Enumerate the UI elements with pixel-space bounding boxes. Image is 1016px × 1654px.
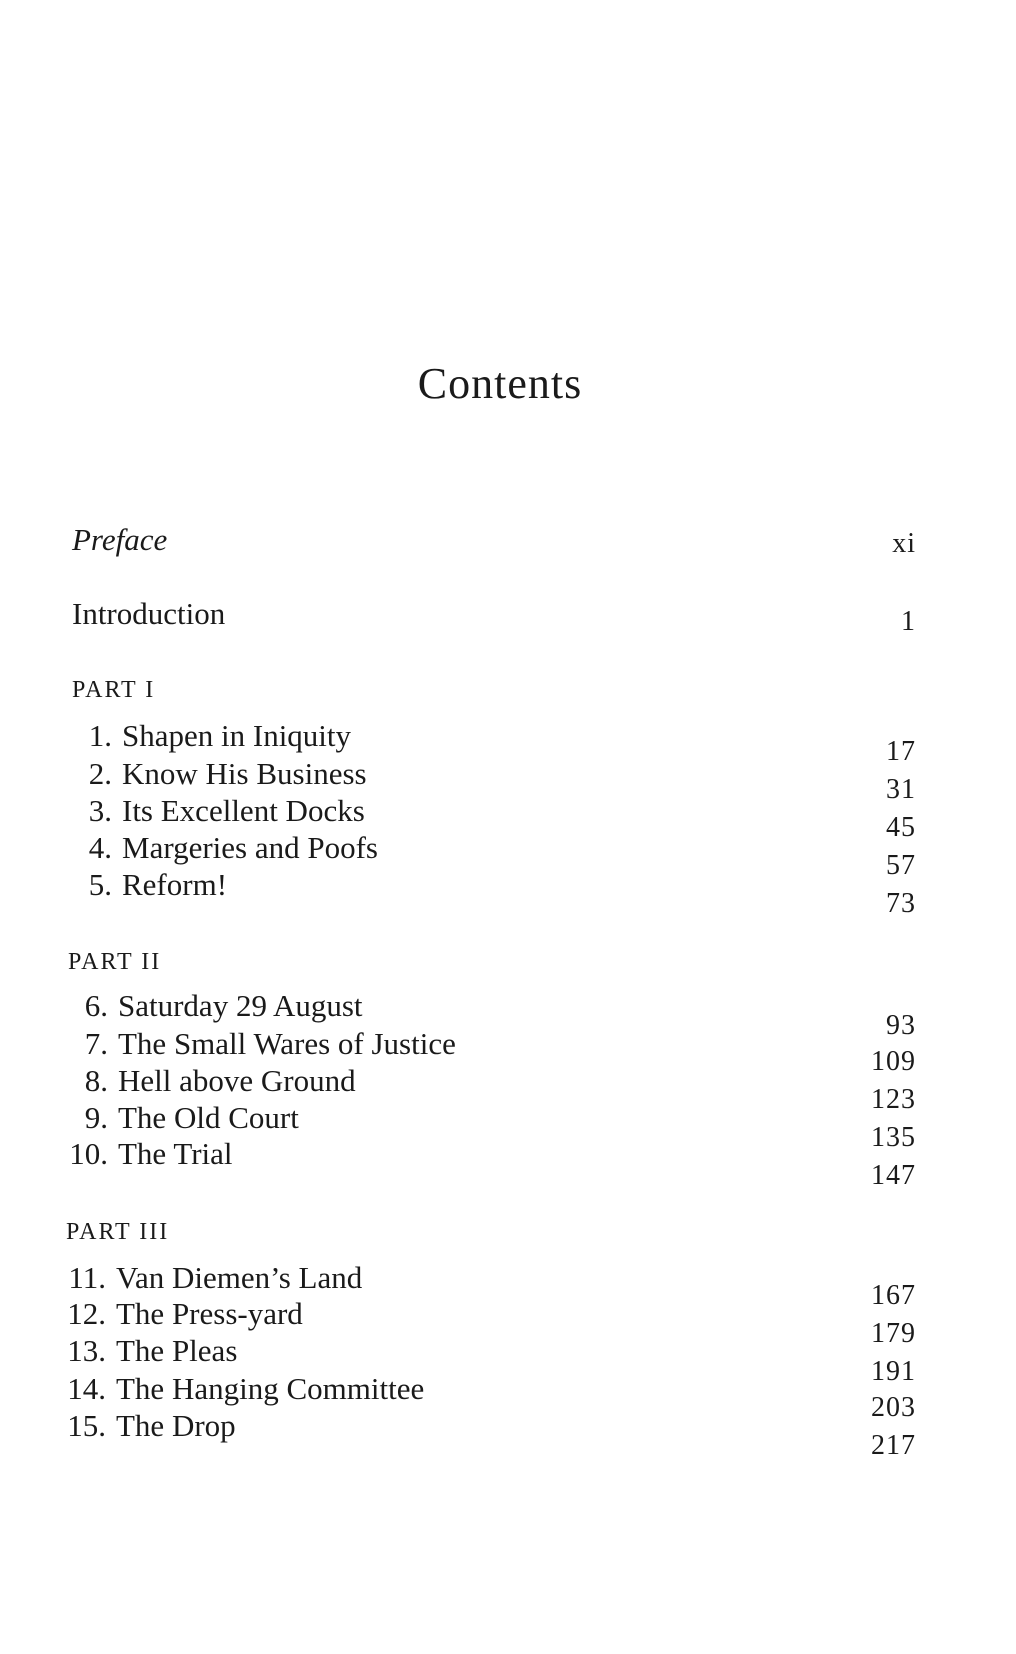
chapter-number: 3. xyxy=(88,793,112,828)
introduction-page: 1 xyxy=(901,606,916,637)
chapter-page: 167 xyxy=(871,1280,916,1311)
introduction-label: Introduction xyxy=(72,596,226,631)
chapter-page: 203 xyxy=(871,1392,916,1423)
chapter-number: 13. xyxy=(67,1333,106,1368)
chapter-row xyxy=(72,758,367,789)
chapter-title: Hell above Ground xyxy=(118,1063,356,1098)
chapter-row xyxy=(66,1298,303,1329)
chapter-row xyxy=(72,795,365,826)
chapter-row xyxy=(72,869,227,900)
chapter-row xyxy=(66,1262,362,1293)
chapter-title: The Pleas xyxy=(116,1333,238,1368)
chapter-number: 12. xyxy=(67,1296,106,1331)
chapter-row xyxy=(68,1138,233,1169)
chapter-number: 1. xyxy=(88,718,112,753)
chapter-page: 179 xyxy=(871,1318,916,1349)
chapter-page: 45 xyxy=(886,812,916,843)
chapter-title: The Hanging Committee xyxy=(116,1371,425,1406)
chapter-page: 123 xyxy=(871,1084,916,1115)
chapter-row xyxy=(66,1335,237,1366)
chapter-number: 10. xyxy=(69,1136,108,1171)
chapter-page: 135 xyxy=(871,1122,916,1153)
chapter-number: 15. xyxy=(67,1408,106,1443)
chapter-page: 57 xyxy=(886,850,916,881)
part-heading: PART III xyxy=(66,1219,170,1245)
chapter-number: 4. xyxy=(88,830,112,865)
chapter-page: 93 xyxy=(886,1010,916,1041)
preface-page: xi xyxy=(892,528,916,559)
chapter-row xyxy=(66,1410,236,1441)
chapter-title: Reform! xyxy=(122,867,228,902)
chapter-row xyxy=(66,1373,424,1404)
chapter-page: 191 xyxy=(871,1356,916,1387)
chapter-row xyxy=(72,832,378,863)
chapter-title: Van Diemen’s Land xyxy=(116,1260,363,1295)
chapter-page: 31 xyxy=(886,774,916,805)
chapter-page: 217 xyxy=(871,1430,916,1461)
chapter-title: The Small Wares of Justice xyxy=(118,1026,456,1061)
chapter-number: 11. xyxy=(68,1260,106,1295)
chapter-row xyxy=(68,1065,356,1096)
chapter-title: Know His Business xyxy=(122,756,367,791)
page-title: Contents xyxy=(417,359,583,408)
chapter-title: The Press-yard xyxy=(116,1296,303,1331)
chapter-number: 8. xyxy=(84,1063,108,1098)
chapter-title: Saturday 29 August xyxy=(118,988,363,1023)
part-heading: PART I xyxy=(72,677,156,703)
chapter-number: 5. xyxy=(88,867,112,902)
chapter-row xyxy=(68,1102,299,1133)
chapter-row xyxy=(68,1028,456,1059)
chapter-title: The Drop xyxy=(116,1408,236,1443)
chapter-page: 147 xyxy=(871,1160,916,1191)
chapter-number: 7. xyxy=(84,1026,108,1061)
chapter-number: 9. xyxy=(84,1100,108,1135)
chapter-title: Margeries and Poofs xyxy=(122,830,378,865)
chapter-title: Its Excellent Docks xyxy=(122,793,365,828)
preface-label: Preface xyxy=(72,522,168,557)
part-heading: PART II xyxy=(68,949,162,975)
chapter-number: 14. xyxy=(67,1371,106,1406)
chapter-number: 2. xyxy=(88,756,112,791)
chapter-page: 109 xyxy=(871,1046,916,1077)
chapter-title: The Old Court xyxy=(118,1100,299,1135)
chapter-title: The Trial xyxy=(118,1136,233,1171)
chapter-page: 73 xyxy=(886,888,916,919)
chapter-title: Shapen in Iniquity xyxy=(122,718,352,753)
chapter-row xyxy=(68,990,363,1021)
chapter-row xyxy=(72,720,351,751)
chapter-page: 17 xyxy=(886,736,916,767)
chapter-number: 6. xyxy=(84,988,108,1023)
